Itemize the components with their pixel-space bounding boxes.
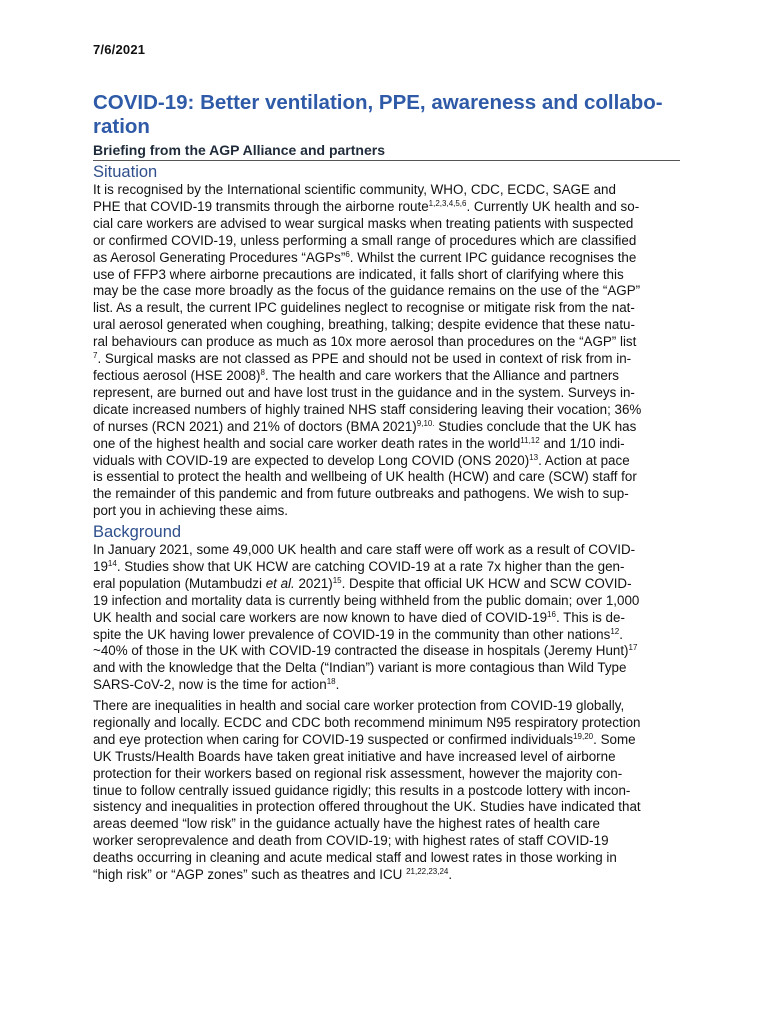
title-line: COVID-19: Better ventilation, PPE, awareness and collabo- — [93, 91, 663, 114]
text-line: fectious aerosol (HSE 2008)$^8$. The health and care workers that the Alliance and partners — [93, 367, 619, 383]
citation-superscript: 11,12 — [520, 435, 540, 445]
citation-superscript: 19,20 — [573, 731, 594, 741]
text-line: represent, are burned out and have lost trust in the guidance and in the system. Surveys in- — [93, 384, 635, 400]
text-line: 19 infection and mortality data is currently being withheld from the public domain; over 1,000 — [93, 592, 640, 608]
text-line: regionally and locally. ECDC and CDC both recommend minimum N95 respiratory protection — [93, 714, 641, 730]
situation-heading: Situation — [93, 163, 158, 181]
citation-superscript: 1,2,3,4,5,6 — [428, 198, 467, 208]
text-line: protection for their workers based on regional risk assessment, however the majority con- — [93, 765, 623, 781]
text-line: “high risk” or “AGP zones” such as theatres and ICU $^{21,22,23,24}$. — [93, 867, 453, 883]
background-heading: Background — [93, 523, 182, 541]
text-line: In January 2021, some 49,000 UK health and care staff were off work as a result of COVID- — [93, 542, 636, 557]
citation-superscript: 18 — [326, 677, 336, 687]
situation-paragraph — [93, 182, 683, 520]
text-line: PHE that COVID-19 transmits through the airborne route$^{1,2,3,4,5,6}$. Currently UK health and so- — [93, 198, 640, 214]
text-line: $19^{14}$. Studies show that UK HCW are catching COVID-19 at a rate 7x higher than the gen- — [93, 558, 625, 574]
text-line: the remainder of this pandemic and from future outbreaks and pathogens. We wish to sup- — [93, 486, 629, 502]
document-subtitle: Briefing from the AGP Alliance and partners — [93, 142, 385, 158]
text-line: spite the UK having lower prevalence of COVID-19 in the community than other nations$^{12}$. — [93, 626, 623, 642]
text-line: list. As a result, the current IPC guidelines neglect to recognise or mitigate risk from the nat- — [93, 300, 635, 316]
text-line: $^7$. Surgical masks are not classed as PPE and should not be used in context of risk from in- — [93, 351, 632, 367]
background-paragraph-1 — [93, 542, 683, 694]
text-line: eral population (Mutambudzi et al. 2021)$^{15}$. Despite that official UK HCW and SCW COVID- — [93, 575, 632, 591]
title-line: ration — [93, 115, 150, 138]
text-line: one of the highest health and social care worker death rates in the world$^{11,12}$ and 1/10 indi- — [93, 435, 625, 451]
citation-superscript: 15 — [332, 575, 342, 585]
text-line: ral behaviours can produce as much as 10x more aerosol than procedures on the “AGP” list — [93, 334, 637, 350]
citation-superscript: 14 — [107, 558, 117, 568]
text-line: SARS-CoV-2, now is the time for action$^{18}$. — [93, 677, 340, 693]
text-line: areas deemed “low risk” in the guidance actually have the highest rates of health care — [93, 816, 600, 832]
text-line: ~40% of those in the UK with COVID-19 contracted the disease in hospitals (Jeremy Hunt)$^{17}$ — [93, 643, 638, 659]
text-line: UK Trusts/Health Boards have taken great initiative and have increased level of airborne — [93, 748, 616, 764]
text-line: UK health and social care workers are now known to have died of COVID-$19^{16}$. This is de- — [93, 609, 625, 625]
italic-text: et al. — [265, 575, 295, 591]
text-line: tinue to follow centrally issued guidance rigidly; this results in a postcode lottery with incon- — [93, 782, 631, 798]
text-line: sistency and inequalities in protection offered throughout the UK. Studies have indicated that — [93, 799, 641, 815]
text-line: viduals with COVID-19 are expected to develop Long COVID (ONS 2020)$^{13}$. Action at pace — [93, 452, 630, 468]
text-line: worker seroprevalence and death from COVID-19; with highest rates of staff COVID-19 — [93, 833, 609, 849]
citation-superscript: 6 — [345, 249, 350, 259]
text-line: ural aerosol generated when coughing, breathing, talking; despite evidence that these natu- — [93, 317, 635, 333]
background-paragraph-2 — [93, 698, 683, 884]
text-line: of nurses (RCN 2021) and 21% of doctors (BMA 2021)$^{9,10.}$ Studies conclude that the UK has — [93, 418, 637, 434]
citation-superscript: 21,22,23,24 — [406, 867, 449, 877]
citation-superscript: 13 — [529, 452, 539, 462]
citation-superscript: 9,10. — [416, 418, 435, 428]
text-line: or confirmed COVID-19, unless performing a small range of procedures which are classified — [93, 232, 637, 248]
document-title — [93, 91, 683, 139]
text-line: and eye protection when caring for COVID-19 suspected or confirmed individuals$^{19,20}$. Some — [93, 731, 636, 747]
text-line: and with the knowledge that the Delta (“Indian”) variant is more contagious than Wild Type — [93, 660, 627, 676]
text-line: port you in achieving these aims. — [93, 503, 289, 519]
text-line: There are inequalities in health and social care worker protection from COVID-19 globally, — [93, 698, 625, 713]
text-line: is essential to protect the health and wellbeing of UK health (HCW) and care (SCW) staff for — [93, 469, 637, 485]
text-line: deaths occurring in cleaning and acute medical staff and lowest rates in those working in — [93, 850, 617, 866]
text-line: use of FFP3 where airborne precautions are indicated, it falls short of clarifying where this — [93, 266, 624, 282]
citation-superscript: 16 — [547, 609, 556, 619]
citation-superscript: 17 — [628, 643, 638, 653]
text-line: may be the case more broadly as the focus of the guidance remains on the use of the “AGP” — [93, 283, 641, 299]
subtitle-rule — [93, 142, 680, 161]
citation-superscript: 7 — [93, 351, 98, 361]
text-line: It is recognised by the International scientific community, WHO, CDC, ECDC, SAGE and — [93, 182, 616, 197]
citation-superscript: 8 — [260, 367, 265, 377]
citation-superscript: 12 — [610, 626, 620, 636]
text-line: dicate increased numbers of highly trained NHS staff considering leaving their vocation; 36% — [93, 401, 642, 417]
text-line: cial care workers are advised to wear surgical masks when treating patients with suspected — [93, 215, 634, 231]
text-line: as Aerosol Generating Procedures “AGPs”$^6$. Whilst the current IPC guidance recognises the — [93, 249, 637, 265]
document-date: 7/6/2021 — [93, 42, 146, 57]
